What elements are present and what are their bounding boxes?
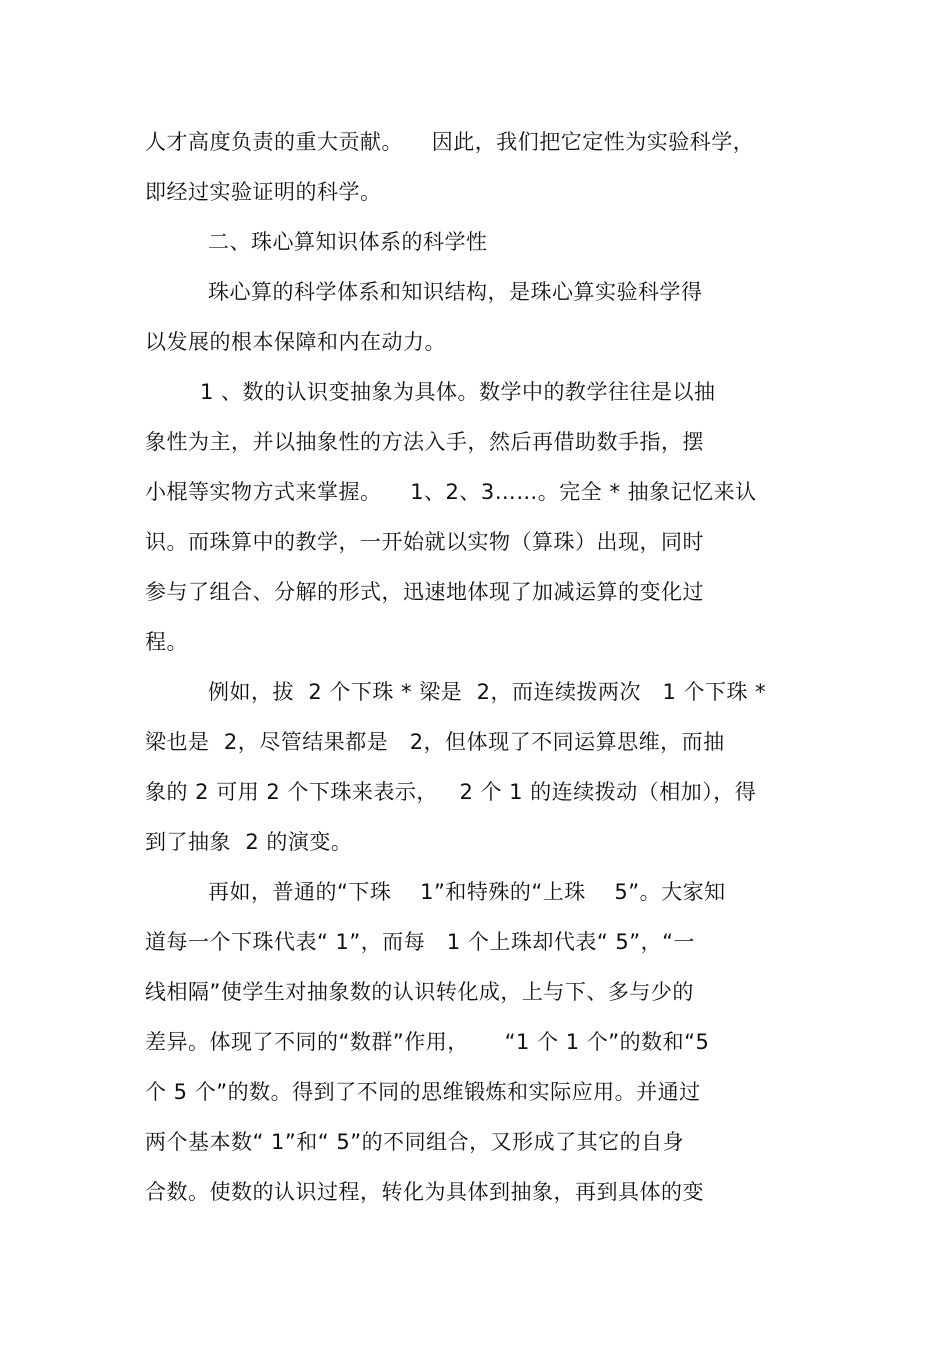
text-line: 两个基本数“ 1”和“ 5”的不同组合，又形成了其它的自身 (145, 1130, 685, 1154)
text-line: 个 5 个”的数。得到了不同的思维锻炼和实际应用。并通过 (145, 1080, 701, 1104)
text-line: 再如，普通的“下珠 1”和特殊的“上珠 5”。大家知 (208, 880, 726, 904)
text-line: 例如，拔 2 个下珠 * 梁是 2，而连续拨两次 1 个下珠 * (208, 680, 767, 704)
text-line: 程。 (145, 630, 188, 654)
text-line: 珠心算的科学体系和知识结构，是珠心算实验科学得 (208, 280, 703, 304)
text-line: 即经过实验证明的科学。 (145, 180, 382, 204)
text-line: 识。而珠算中的教学，一开始就以实物（算珠）出现，同时 (145, 530, 704, 554)
text-line: 1 、数的认识变抽象为具体。数学中的教学往往是以抽 (200, 380, 716, 404)
section-heading: 二、珠心算知识体系的科学性 (208, 230, 488, 254)
text-line: 线相隔”使学生对抽象数的认识转化成，上与下、多与少的 (145, 980, 694, 1004)
text-line: 梁也是 2，尽管结果都是 2，但体现了不同运算思维，而抽 (145, 730, 725, 754)
text-line: 以发展的根本保障和内在动力。 (145, 330, 446, 354)
text-line: 人才高度负责的重大贡献。 因此，我们把它定性为实验科学， (145, 130, 755, 154)
text-line: 小棍等实物方式来掌握。 1、2、3……。完全 * 抽象记忆来认 (145, 480, 757, 504)
text-line: 象的 2 可用 2 个下珠来表示， 2 个 1 的连续拨动（相加），得 (145, 780, 757, 804)
text-line: 到了抽象 2 的演变。 (145, 830, 353, 854)
text-line: 道每一个下珠代表“ 1”，而每 1 个上珠却代表“ 5”，“一 (145, 930, 696, 954)
text-line: 象性为主，并以抽象性的方法入手，然后再借助数手指，摆 (145, 430, 704, 454)
text-line: 参与了组合、分解的形式，迅速地体现了加减运算的变化过 (145, 580, 704, 604)
text-line: 合数。使数的认识过程，转化为具体到抽象，再到具体的变 (145, 1180, 704, 1204)
text-line: 差异。体现了不同的“数群”作用， “1 个 1 个”的数和“5 (145, 1030, 710, 1054)
